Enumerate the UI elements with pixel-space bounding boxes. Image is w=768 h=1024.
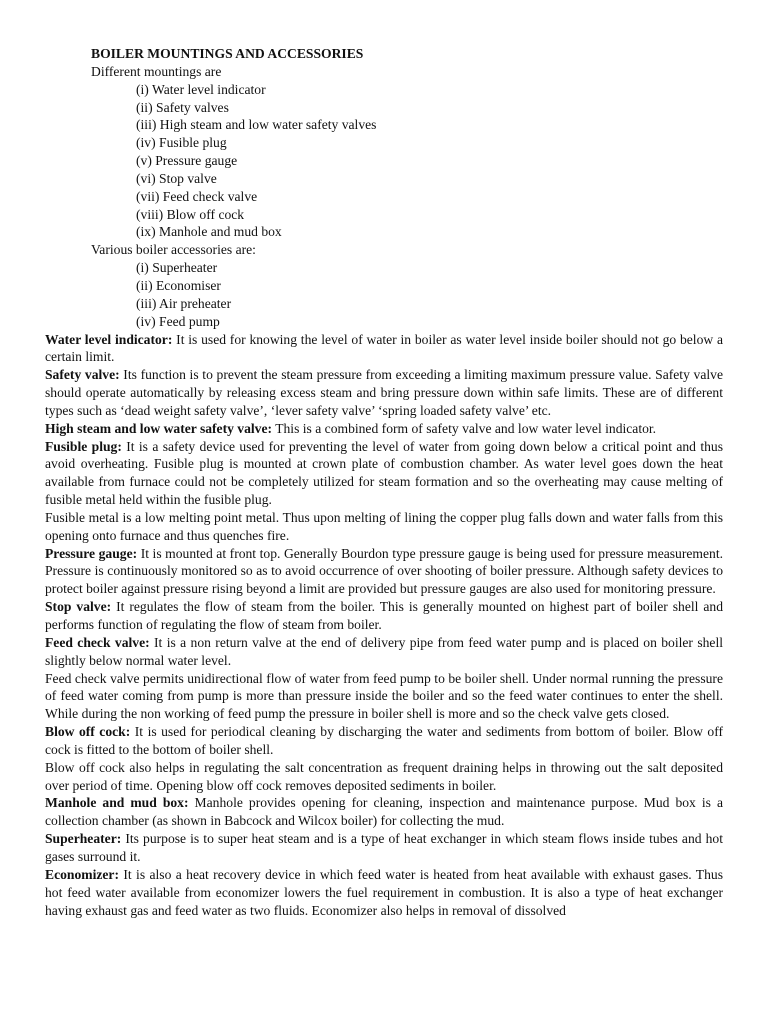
paragraph-text: It is a safety device used for preventing the level of water from going down below a critical point and thus avoid overheating. Fusible plug is mounted at crown plate of combustion chamber. As water level goes down the heat available from furnace could not be completely utilized for steam formation and so the overheating may cause melting of fusible metal held within the fusible plug. <box>45 438 723 508</box>
paragraph-term: Safety valve: <box>45 367 120 383</box>
paragraph-text: Manhole provides opening for cleaning, inspection and maintenance purpose. Mud box is a collection chamber (as shown in Babcock and Wilcox boiler) for collecting the mud. <box>45 795 724 829</box>
paragraph-term: Fusible plug: <box>45 438 122 454</box>
accessories-intro: Various boiler accessories are: <box>91 242 256 258</box>
paragraph-term: Stop valve: <box>45 599 112 615</box>
list-item: (ii) Safety valves <box>136 99 229 115</box>
paragraph-text: It is used for periodical cleaning by discharging the water and sediments from bottom of boiler. Blow off cock is fitted to the bottom of boiler shell. <box>45 724 723 757</box>
paragraph-term: Superheater: <box>45 831 122 847</box>
paragraph-text: It is also a heat recovery device in which feed water is heated from heat available with exhaust gases. Thus hot feed water available from economizer lowers the fuel requirement in combustion. It is also a type of heat exchanger having exhaust gas and feed water as two fluids. Economizer also helps in removal of dissolved <box>45 866 723 918</box>
paragraph <box>45 331 723 367</box>
paragraph-text: Its purpose is to super heat steam and is a type of heat exchanger in which steam flows inside tubes and hot gases surround it. <box>45 831 723 864</box>
paragraph-text: Fusible metal is a low melting point metal. Thus upon melting of lining the copper plug falls down and water falls from this opening onto furnace and thus quenches fire. <box>45 509 723 543</box>
list-item: (ix) Manhole and mud box <box>136 224 282 240</box>
paragraph <box>45 759 723 795</box>
document-title: BOILER MOUNTINGS AND ACCESSORIES <box>91 46 364 61</box>
list-item: (vii) Feed check valve <box>136 188 258 204</box>
list-item: (i) Superheater <box>136 260 218 276</box>
paragraph <box>45 670 723 724</box>
paragraph-term: Water level indicator: <box>45 331 173 347</box>
paragraph-text: Its function is to prevent the steam pressure from exceeding a limiting maximum pressure value. Safety valve should operate automatically by releasing excess steam and bring pressure down within safe limits. These are of different types such as ‘dead weight safety valve’, ‘lever safety valve’ ‘spring loaded safety valve’ etc. <box>45 367 723 418</box>
list-item: (vi) Stop valve <box>136 170 217 186</box>
list-item: (iv) Fusible plug <box>136 135 227 151</box>
paragraph <box>45 438 723 509</box>
list-item: (viii) Blow off cock <box>136 206 245 222</box>
document-body <box>45 331 723 920</box>
paragraph-term: Manhole and mud box: <box>45 795 189 811</box>
paragraph-text: Blow off cock also helps in regulating the salt concentration as frequent draining helps in throwing out the salt deposited over period of time. Opening blow off cock removes deposited sediments in boiler. <box>45 759 723 793</box>
list-item: (ii) Economiser <box>136 277 221 293</box>
paragraph-text: It is a non return valve at the end of delivery pipe from feed water pump and is placed on boiler shell slightly below normal water level. <box>45 634 723 668</box>
paragraph <box>45 545 723 599</box>
paragraph-term: High steam and low water safety valve: <box>45 420 273 436</box>
paragraph-term: Pressure gauge: <box>45 545 138 561</box>
mountings-intro: Different mountings are <box>91 63 222 79</box>
paragraph <box>45 866 723 920</box>
paragraph <box>45 420 723 438</box>
paragraph-text: It regulates the flow of steam from the boiler. This is generally mounted on highest part of boiler shell and performs function of regulating the flow of steam from boiler. <box>45 599 723 632</box>
paragraph <box>45 794 723 830</box>
paragraph-text: This is a combined form of safety valve and low water level indicator. <box>272 420 657 436</box>
paragraph-text: It is mounted at front top. Generally Bourdon type pressure gauge is being used for pressure measurement. Pressure is continuously monitored so as to avoid occurrence of over shooting of boiler pressure. Although safety devices to protect boiler against pressure rising beyond a limit are provided but pressure gauges are also used for monitoring pressure. <box>45 545 723 597</box>
list-item: (i) Water level indicator <box>136 81 266 97</box>
list-item: (v) Pressure gauge <box>136 153 238 169</box>
mountings-list <box>0 81 768 242</box>
paragraph <box>45 509 723 545</box>
paragraph <box>45 366 723 420</box>
accessories-list <box>0 259 768 330</box>
paragraph <box>45 598 723 634</box>
paragraph-term: Blow off cock: <box>45 724 131 740</box>
paragraph-text: Feed check valve permits unidirectional flow of water from feed pump to be boiler shell. Under normal running the pressure of feed water coming from pump is more than pressure inside the boiler and so the feed water continues to enter the shell. While during the non working of feed pump the pressure in boiler shell is more and so the check valve gets closed. <box>45 670 723 722</box>
paragraph <box>45 634 723 670</box>
paragraph-term: Feed check valve: <box>45 634 150 650</box>
list-item: (iii) Air preheater <box>136 295 232 311</box>
paragraph-text: It is used for knowing the level of water in boiler as water level inside boiler should not go below a certain limit. <box>45 331 724 365</box>
paragraph-term: Economizer: <box>45 866 119 882</box>
list-item: (iv) Feed pump <box>136 313 220 329</box>
paragraph <box>45 830 723 866</box>
list-item: (iii) High steam and low water safety valves <box>136 117 377 133</box>
paragraph <box>45 723 723 759</box>
